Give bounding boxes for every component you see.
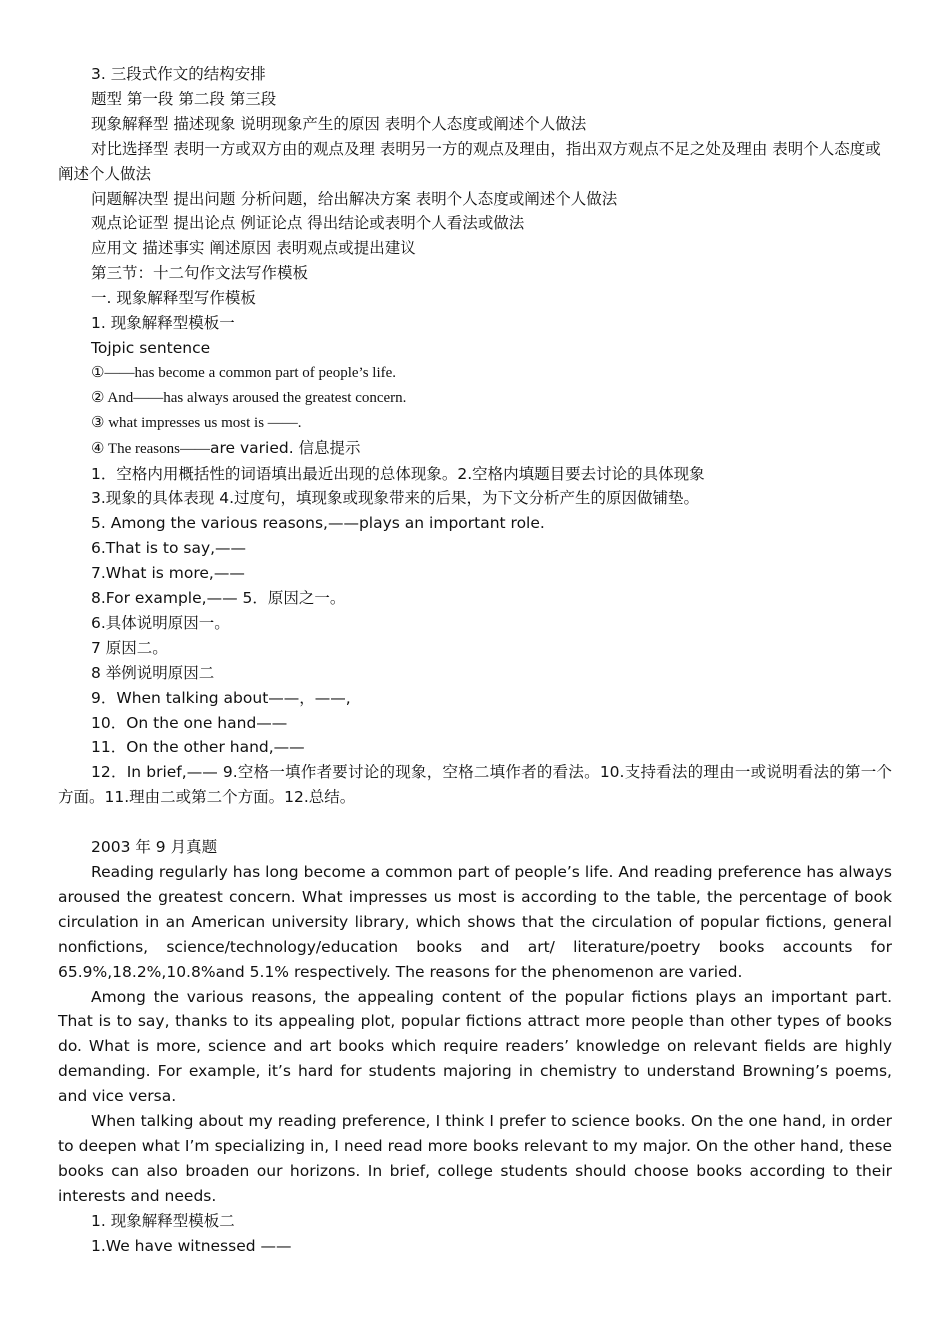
section-heading: 第三节：十二句作文法写作模板 [91,264,309,283]
hint-line-7: 7 原因二。 [91,638,168,657]
essay-paragraph-3: When talking about my reading preference, I think I prefer to science books. On the one hand, in order to deepen what I’m specializing in, I need read more books relevant to my major. On the other hand, these books can also broaden our horizons. In brief, college students should choose books according to their interests and needs. [58,1112,892,1205]
template-two-heading: 1. 现象解释型模板二 [91,1211,235,1230]
row-comparison: 对比选择型 表明一方或双方由的观点及理 表明另一方的观点及理由，指出双方观点不足之处及理由 表明个人态度或阐述个人做法 [58,139,881,183]
essay-paragraph-1: Reading regularly has long become a common part of people’s life. And reading preference has always aroused the greatest concern. What impresses us most is according to the table, the percentage of book circulation in an American university library, which shows that the circulation of popular fictions, general nonfictions, science/technology/education books and art/ literature/poetry books accounts for 65.9%,18.2%,10.8%and 5.1% respectively. The reasons for the phenomenon are varied. [58,862,892,981]
essay-paragraph-2: Among the various reasons, the appealing content of the popular fictions plays an important part. That is to say, thanks to its appealing plot, popular fictions attract more people than other types of books do. What is more, science and art books which require readers’ knowledge on relevant fields are highly demanding. For example, it’s hard for students majoring in chemistry to understand Browning’s poems, and vice versa. [58,987,892,1106]
template-line-9: 9．When talking about——，——, [91,688,351,707]
subsection-heading: 一. 现象解释型写作模板 [91,289,256,308]
template-line-4b: are varied. 信息提示 [209,438,361,457]
table-header-row: 题型 第一段 第二段 第三段 [91,89,277,108]
hint-line-6: 6.具体说明原因一。 [91,613,230,632]
row-argument: 观点论证型 提出论点 例证论点 得出结论或表明个人看法或做法 [91,214,525,233]
exam-heading: 2003 年 9 月真题 [91,838,218,857]
template-line-4 [58,436,892,462]
template-line-3: ③ what impresses us most is ——. [91,414,302,431]
template-one-heading: 1. 现象解释型模板一 [91,314,235,333]
template-line-6: 6.That is to say,—— [91,539,247,558]
heading-structure: 3. 三段式作文的结构安排 [91,65,266,83]
template-line-7: 7.What is more,—— [91,564,245,583]
row-phenomenon: 现象解释型 描述现象 说明现象产生的原因 表明个人态度或阐述个人做法 [91,114,587,133]
template-line-5: 5. Among the various reasons,——plays an important role. [91,514,545,533]
hint-line-8: 8 举例说明原因二 [91,663,215,682]
template-line-11: 11．On the other hand,—— [91,738,305,757]
hint-line-2: 3.现象的具体表现 4.过度句，填现象或现象带来的后果，为下文分析产生的原因做铺垫。 [91,489,700,508]
hint-line-1: 1．空格内用概括性的词语填出最近出现的总体现象。2.空格内填题目要去讨论的具体现象 [91,464,705,483]
row-problem-solving: 问题解决型 提出问题 分析问题，给出解决方案 表明个人态度或阐述个人做法 [91,189,618,208]
template-line-12: 12．In brief,—— 9.空格一填作者要讨论的现象，空格二填作者的看法。10.支持看法的理由一或说明看法的第一个方面。11.理由二或第二个方面。12.总结。 [58,763,892,807]
topic-sentence-label: Tojpic sentence [91,338,211,357]
template-line-8: 8.For example,—— 5．原因之一。 [91,589,346,608]
template-two-line-1: 1.We have witnessed —— [91,1236,292,1255]
template-line-1: ①——has become a common part of people’s life. [91,364,397,381]
template-line-10: 10．On the one hand—— [91,713,288,732]
template-line-2: ② And——has always aroused the greatest concern. [91,389,407,406]
document-page [58,62,892,1258]
blank-line [58,810,892,835]
row-practical: 应用文 描述事实 阐述原因 表明观点或提出建议 [91,239,416,258]
template-line-4a: ④ The reasons—— [91,440,210,457]
